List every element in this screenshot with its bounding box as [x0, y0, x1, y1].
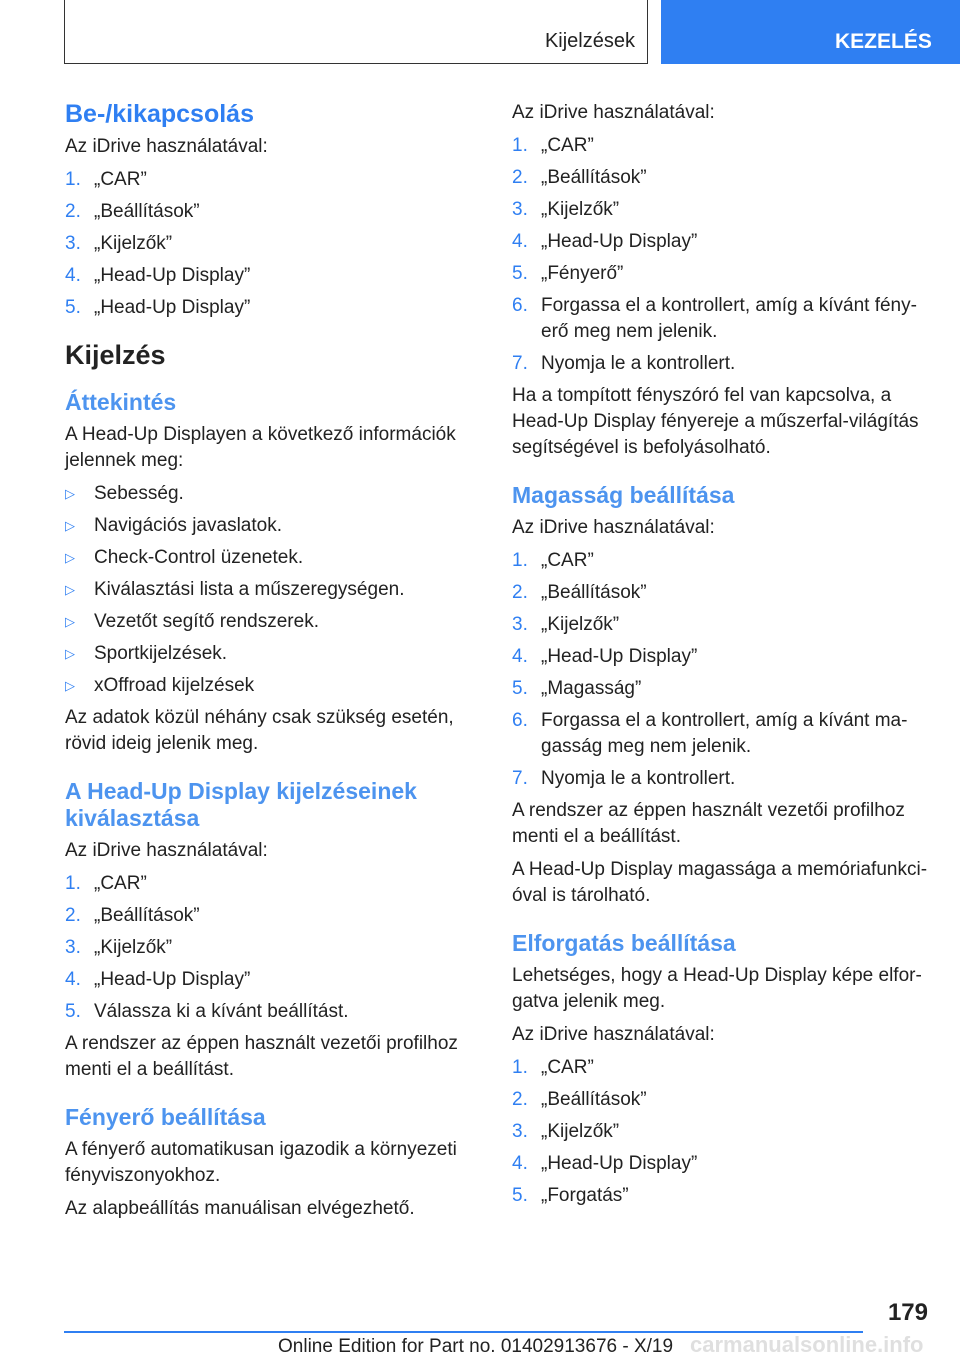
heading-select-displays: A Head-Up Display kijelzéseinek kiválasztása	[65, 778, 417, 831]
watermark-text: carmanualsonline.info	[690, 1332, 924, 1357]
step-number: 5.	[512, 1185, 528, 1206]
list-item	[512, 351, 930, 377]
step-number: 4.	[512, 646, 528, 667]
step-text: „Head-Up Display”	[94, 969, 251, 990]
step-text: „Beállítások”	[541, 582, 647, 603]
step-number: 1.	[512, 1057, 528, 1078]
step-text: Nyomja le a kontrollert.	[541, 353, 736, 374]
list-item	[65, 577, 480, 603]
rotation-intro: Az iDrive használatával:	[512, 1024, 715, 1045]
list-item	[65, 167, 480, 193]
list-item	[65, 871, 480, 897]
header-chapter-title: KEZELÉS	[835, 30, 932, 53]
step-text: „Head-Up Display”	[541, 1153, 698, 1174]
list-item	[512, 1055, 930, 1081]
steps-select	[65, 871, 480, 1025]
step-text: „Beállítások”	[541, 167, 647, 188]
list-item	[65, 673, 480, 699]
bullet-text: Vezetőt segítő rendszerek.	[94, 611, 319, 632]
header-chapter-tab	[661, 0, 960, 64]
triangle-bullet-icon: ▷	[65, 518, 75, 533]
step-number: 3.	[65, 233, 81, 254]
step-text: Válassza ki a kívánt beállítást.	[94, 1001, 349, 1022]
list-item	[65, 231, 480, 257]
bullet-text: Sportkijelzések.	[94, 643, 228, 664]
step-text: „CAR”	[94, 169, 147, 190]
step-text: „Head-Up Display”	[541, 646, 698, 667]
steps-height	[512, 548, 930, 792]
list-item	[512, 1119, 930, 1145]
step-text: „Head-Up Display”	[94, 265, 251, 286]
step-number: 5.	[65, 1001, 81, 1022]
list-item	[512, 165, 930, 191]
step-number: 1.	[65, 169, 81, 190]
step-number: 3.	[65, 937, 81, 958]
step-text: „Kijelzők”	[94, 937, 173, 958]
list-item	[512, 1151, 930, 1177]
brightness-p2: Az alapbeállítás manuálisan elvégezhető.	[65, 1198, 415, 1219]
list-item	[512, 644, 930, 670]
step-text: „Head-Up Display”	[541, 231, 698, 252]
height-note-2: A Head-Up Display magassága a memóriafunkcióval is tárolható.	[512, 859, 928, 906]
brightness-p1: A fényerő automatikusan igazodik a környezeti fényviszonyokhoz.	[65, 1139, 457, 1186]
header-section-box	[64, 0, 648, 64]
triangle-bullet-icon: ▷	[65, 646, 75, 661]
step-number: 5.	[512, 263, 528, 284]
step-text: „CAR”	[94, 873, 147, 894]
height-note-1: A rendszer az éppen használt vezetői profilhoz menti el a beállítást.	[512, 800, 905, 847]
step-number: 2.	[65, 905, 81, 926]
step-text: „Kijelzők”	[541, 614, 620, 635]
list-item	[65, 513, 480, 539]
step-text: „CAR”	[541, 550, 594, 571]
list-item	[512, 676, 930, 702]
list-item	[65, 935, 480, 961]
triangle-bullet-icon: ▷	[65, 486, 75, 501]
heading-rotation: Elforgatás beállítása	[512, 930, 736, 956]
step-text: „Beállítások”	[94, 201, 200, 222]
step-number: 3.	[512, 1121, 528, 1142]
brightness-intro: Az iDrive használatával:	[512, 102, 715, 123]
step-number: 5.	[65, 297, 81, 318]
footer-edition: Online Edition for Part no. 01402913676 - X/19	[278, 1336, 674, 1357]
step-text: „Forgatás”	[541, 1185, 629, 1206]
step-text: „CAR”	[541, 135, 594, 156]
list-item	[512, 1183, 930, 1209]
overview-bullets	[65, 481, 480, 699]
bullet-text: Navigációs javaslatok.	[94, 515, 282, 536]
step-number: 2.	[512, 167, 528, 188]
steps-brightness	[512, 133, 930, 377]
step-number: 4.	[512, 1153, 528, 1174]
step-text: „Kijelzők”	[94, 233, 173, 254]
steps-on-off	[65, 167, 480, 321]
list-item	[65, 609, 480, 635]
triangle-bullet-icon: ▷	[65, 550, 75, 565]
list-item	[512, 1087, 930, 1113]
select-note: A rendszer az éppen használt vezetői profilhoz menti el a beállítást.	[65, 1033, 458, 1080]
list-item	[65, 481, 480, 507]
step-text: Forgassa el a kontrollert, amíg a kívánt magasság meg nem jelenik.	[541, 710, 908, 757]
triangle-bullet-icon: ▷	[65, 582, 75, 597]
step-number: 5.	[512, 678, 528, 699]
step-text: „Beállítások”	[541, 1089, 647, 1110]
list-item	[512, 580, 930, 606]
step-number: 2.	[65, 201, 81, 222]
heading-overview: Áttekintés	[65, 389, 177, 415]
step-text: „Beállítások”	[94, 905, 200, 926]
list-item	[512, 708, 930, 760]
list-item	[65, 641, 480, 667]
step-number: 1.	[512, 135, 528, 156]
list-item	[512, 612, 930, 638]
intro-on-off: Az iDrive használatával:	[65, 136, 268, 157]
heading-on-off: Be-/kikapcsolás	[65, 100, 254, 128]
step-number: 7.	[512, 768, 528, 789]
list-item	[512, 133, 930, 159]
bullet-text: xOffroad kijelzések	[94, 675, 255, 696]
left-column	[65, 100, 480, 1229]
step-text: „CAR”	[541, 1057, 594, 1078]
list-item	[512, 766, 930, 792]
bullet-text: Kiválasztási lista a műszeregységen.	[94, 579, 405, 600]
step-number: 2.	[512, 1089, 528, 1110]
step-text: „Kijelzők”	[541, 199, 620, 220]
heading-brightness: Fényerő beállítása	[65, 1104, 266, 1130]
step-number: 4.	[65, 265, 81, 286]
heading-height: Magasság beállítása	[512, 482, 735, 508]
step-number: 4.	[512, 231, 528, 252]
list-item	[65, 263, 480, 289]
step-text: „Fényerő”	[541, 263, 624, 284]
list-item	[65, 903, 480, 929]
overview-note: Az adatok közül néhány csak szükség esetén, rövid ideig jelenik meg.	[65, 707, 454, 754]
list-item	[512, 293, 930, 345]
triangle-bullet-icon: ▷	[65, 614, 75, 629]
select-intro: Az iDrive használatával:	[65, 840, 268, 861]
step-text: Nyomja le a kontrollert.	[541, 768, 736, 789]
header-section-title: Kijelzések	[544, 30, 635, 52]
step-number: 1.	[65, 873, 81, 894]
step-text: Forgassa el a kontrollert, amíg a kívánt fényerő meg nem jelenik.	[541, 295, 917, 342]
list-item	[512, 229, 930, 255]
right-column	[512, 100, 930, 1215]
step-text: „Kijelzők”	[541, 1121, 620, 1142]
brightness-note: Ha a tompított fényszóró fel van kapcsolva, a Head-Up Display fényereje a műszerfal-világítás segítségével is befolyásolható.	[512, 385, 919, 458]
step-number: 7.	[512, 353, 528, 374]
height-intro: Az iDrive használatával:	[512, 517, 715, 538]
step-number: 1.	[512, 550, 528, 571]
bullet-text: Sebesség.	[94, 483, 184, 504]
step-number: 3.	[512, 199, 528, 220]
list-item	[65, 967, 480, 993]
steps-rotation	[512, 1055, 930, 1209]
step-number: 3.	[512, 614, 528, 635]
list-item	[65, 545, 480, 571]
bullet-text: Check-Control üzenetek.	[94, 547, 304, 568]
list-item	[512, 548, 930, 574]
step-number: 6.	[512, 710, 528, 731]
step-number: 4.	[65, 969, 81, 990]
list-item	[65, 199, 480, 225]
page-number: 179	[887, 1299, 928, 1326]
step-text: „Magasság”	[541, 678, 642, 699]
heading-display: Kijelzés	[65, 340, 166, 370]
list-item	[65, 295, 480, 321]
list-item	[65, 999, 480, 1025]
triangle-bullet-icon: ▷	[65, 678, 75, 693]
step-text: „Head-Up Display”	[94, 297, 251, 318]
list-item	[512, 197, 930, 223]
rotation-p1: Lehetséges, hogy a Head-Up Display képe elforgatva jelenik meg.	[512, 965, 922, 1012]
list-item	[512, 261, 930, 287]
overview-intro: A Head-Up Displayen a következő információk jelennek meg:	[65, 424, 456, 471]
step-number: 2.	[512, 582, 528, 603]
step-number: 6.	[512, 295, 528, 316]
